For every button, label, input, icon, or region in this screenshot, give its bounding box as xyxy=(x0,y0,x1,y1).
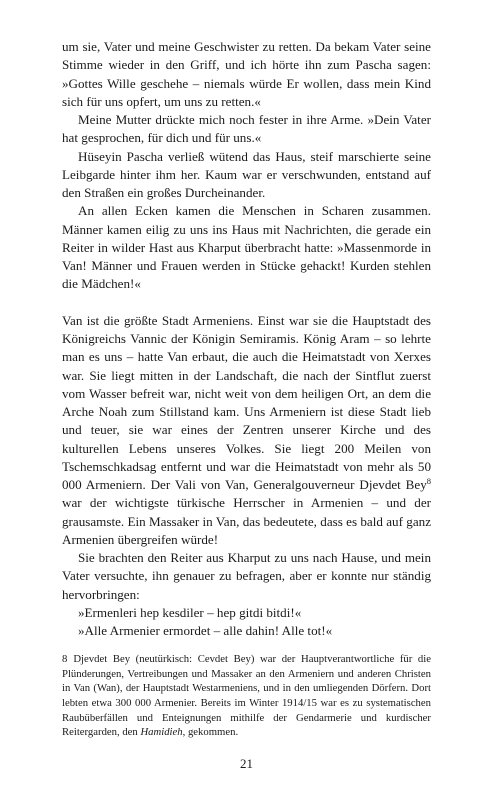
main-text xyxy=(62,38,431,640)
quote-german: »Alle Armenier ermordet – alle dahin! Alle tot!« xyxy=(78,623,333,638)
footnote-separator xyxy=(62,640,431,652)
footnote-number: 8 xyxy=(62,653,68,666)
paragraph-4: An allen Ecken kamen die Menschen in Scharen zusammen. Männer kamen eilig zu uns ins Haus mit Nachrichten, die gerade ein Reiter in wilder Hast aus Kharput überbracht hatte: »Massenmorde in Van! Männer und Frauen werden in Stücke gehackt! Kurden stehlen die Mädchen!« xyxy=(62,203,431,292)
footnote-reference[interactable]: 8 xyxy=(426,475,431,486)
quote-turkish: »Ermenleri hep kesdiler – hep gitdi bitdi!« xyxy=(78,604,302,620)
page-number: 21 xyxy=(240,756,253,771)
paragraph-3: Hüseyin Pascha verließ wütend das Haus, steif marschierte seine Leibgarde hinter ihm her. Kaum war er verschwunden, entstand auf den Straßen ein großes Durcheinander. xyxy=(62,148,431,200)
footnote-text-b: , gekommen. xyxy=(182,726,239,739)
paragraph-5 xyxy=(62,312,431,549)
paragraph-2: Meine Mutter drückte mich noch fester in ihre Arme. »Dein Vater hat gesprochen, für dich und für uns.« xyxy=(62,112,431,146)
book-page xyxy=(62,38,431,740)
section-break xyxy=(62,294,431,312)
footnote-8 xyxy=(62,652,431,740)
paragraph-5-text-a: Van ist die größte Stadt Armeniens. Einst war sie die Hauptstadt des Königreichs Vannic der Königin Semiramis. König Aram – so lehrte man es uns – hatte Van erbaut, die auch die Heimatstadt von Xerxes war. Sie liegt mitten in der Landschaft, die nach der Sintflut zuerst vom Wasser befreit war, nicht weit von dem heiligen Ort, an dem die Arche Noah zum Stillstand kam. Uns Armeniern ist diese Stadt lieb und teuer, sie war eines der Zentren unserer Kirche und des kulturellen Lebens unseres Volkes. Sie liegt 200 Meilen von Tschemschkadsag entfernt und war die Heimatstadt von mehr als 50 000 Armeniern. Der Vali von Van, Generalgouverneur Djevdet Bey xyxy=(62,312,431,492)
paragraph-6: Sie brachten den Reiter aus Kharput zu uns nach Hause, und mein Vater versuchte, ihn genauer zu befragen, aber er konnte nur ständig hervorbringen: xyxy=(62,550,431,602)
footnote xyxy=(62,652,431,740)
paragraph-5-text-b: war der wichtigste türkische Herrscher in Armenien – und der grausamste. Ein Massaker in Van, das bedeutete, dass es bald auf ganz Armenien übergreifen würde! xyxy=(62,495,431,547)
footnote-text-a: Djevdet Bey (neutürkisch: Cevdet Bey) war der Hauptverantwortliche für die Plünderungen, Vertreibungen und Massaker an den Armeniern und anderen Christen in Van (Wan), der Hauptstadt Westarmeniens, und in den umliegenden Dörfern. Dort lebten etwa 300 000 Armenier. Bereits im Winter 1914/15 war es zu systematischen Raubüberfällen und Enteignungen mithilfe der Gendarmerie und kurdischer Reitergarden, den xyxy=(62,653,431,739)
paragraph-1: um sie, Vater und meine Geschwister zu retten. Da bekam Vater seine Stimme wieder in den Griff, und ich hörte ihn zum Pascha sagen: »Gottes Wille geschehe – niemals würde Er wollen, dass mein Kind sich für uns opfert, um uns zu retten.« xyxy=(62,39,431,109)
footnote-italic-term: Hamidieh xyxy=(140,726,183,739)
